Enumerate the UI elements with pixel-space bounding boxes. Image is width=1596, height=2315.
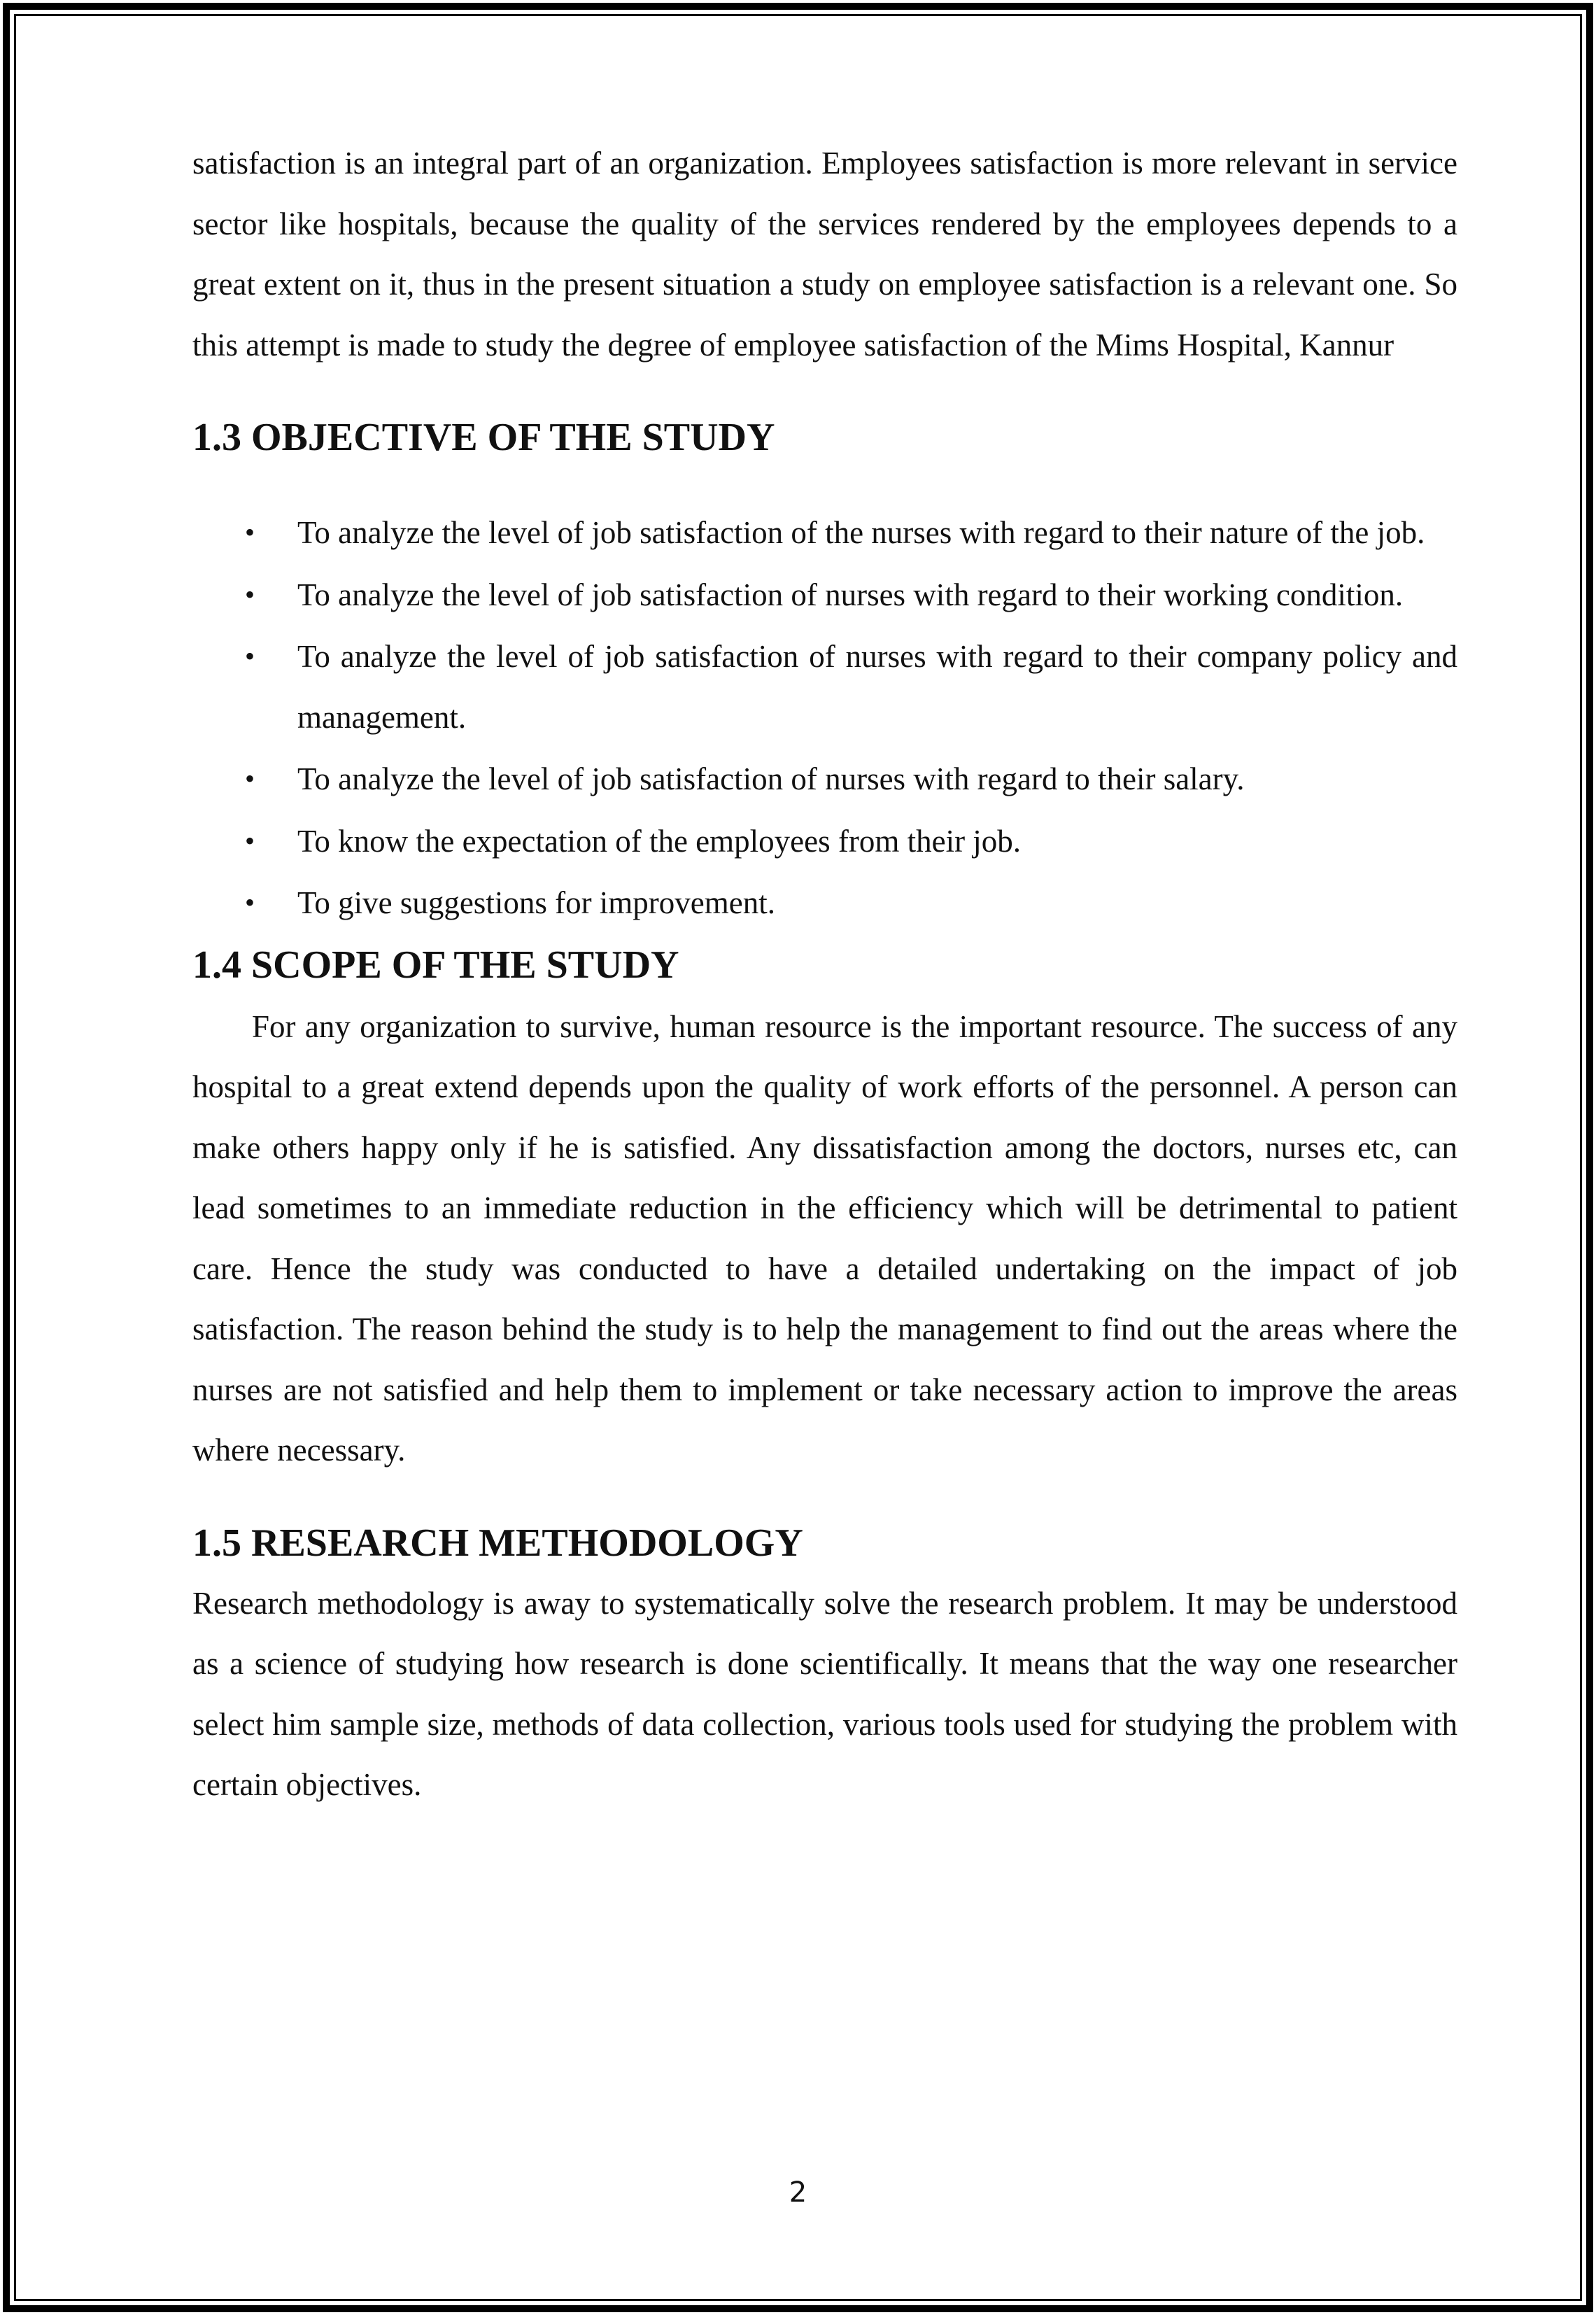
page-content xyxy=(192,133,1457,1815)
bullet-icon: • xyxy=(245,578,255,610)
list-item-text: To give suggestions for improvement. xyxy=(297,885,775,920)
list-item xyxy=(192,626,1457,747)
methodology-heading: 1.5 RESEARCH METHODOLOGY xyxy=(192,1521,803,1565)
bullet-icon: • xyxy=(245,516,255,548)
list-item xyxy=(192,502,1457,563)
bullet-icon: • xyxy=(245,640,255,672)
page-number: 2 xyxy=(789,2176,807,2209)
bullet-icon: • xyxy=(245,763,255,794)
objective-list xyxy=(192,502,1457,934)
methodology-paragraph: Research methodology is away to systematically solve the research problem. It may be understood as a science of studying how research is done scientifically. It means that the way one researcher select him sample size, methods of data collection, various tools used for studying the problem with certain objectives. xyxy=(192,1585,1457,1802)
objective-heading: 1.3 OBJECTIVE OF THE STUDY xyxy=(192,416,775,459)
scope-paragraph: For any organization to survive, human resource is the important resource. The success of any hospital to a great extend depends upon the quality of work efforts of the personnel. A person can make others happy only if he is satisfied. Any dissatisfaction among the doctors, nurses etc, can lead sometimes to an immediate reduction in the efficiency which will be detrimental to patient care. Hence the study was conducted to have a detailed undertaking on the impact of job satisfaction. The reason behind the study is to help the management to find out the areas where the nurses are not satisfied and help them to implement or take necessary action to improve the areas where necessary. xyxy=(192,1008,1457,1468)
list-item xyxy=(192,749,1457,810)
bullet-icon: • xyxy=(245,887,255,918)
intro-paragraph: satisfaction is an integral part of an organization. Employees satisfaction is more relevant in service sector like hospitals, because the quality of the services rendered by the employees depends to a great extent on it, thus in the present situation a study on employee satisfaction is a relevant one. So this attempt is made to study the degree of employee satisfaction of the Mims Hospital, Kannur xyxy=(192,146,1457,363)
list-item-text: To analyze the level of job satisfaction of the nurses with regard to their nature of the job. xyxy=(297,515,1425,550)
list-item-text: To know the expectation of the employees from their job. xyxy=(297,823,1022,859)
list-item-text: To analyze the level of job satisfaction of nurses with regard to their working condition. xyxy=(297,577,1404,612)
list-item-text: To analyze the level of job satisfaction of nurses with regard to their company policy and management. xyxy=(297,639,1457,735)
list-item xyxy=(192,811,1457,872)
scope-heading: 1.4 SCOPE OF THE STUDY xyxy=(192,943,679,987)
bullet-icon: • xyxy=(245,824,255,857)
list-item-text: To analyze the level of job satisfaction of nurses with regard to their salary. xyxy=(297,761,1245,796)
list-item xyxy=(192,565,1457,626)
list-item xyxy=(192,873,1457,934)
